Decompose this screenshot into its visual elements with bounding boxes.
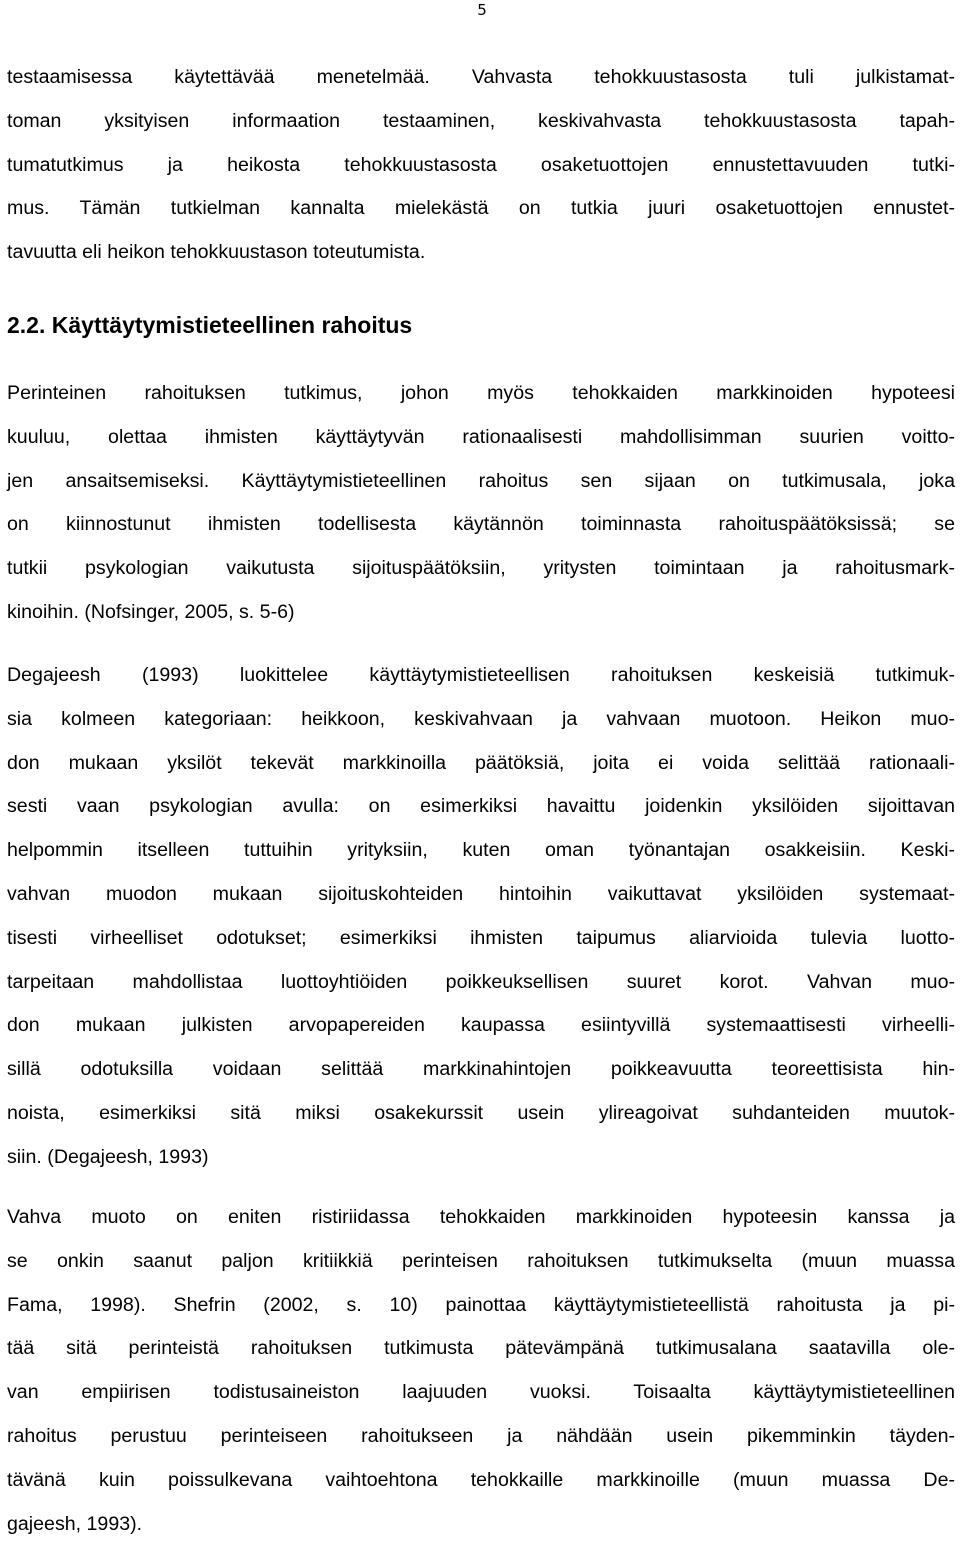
- paragraph-line: testaamisessa käytettävää menetelmää. Vahvasta tehokkuustasosta tuli julkistamat-: [7, 66, 955, 88]
- paragraph-line: siin. (Degajeesh, 1993): [7, 1145, 209, 1168]
- paragraph-line: tavuutta eli heikon tehokkuustason toteutumista.: [7, 241, 426, 264]
- paragraph-line: tarpeitaan mahdollistaa luottoyhtiöiden poikkeuksellisen suuret korot. Vahvan muo-: [7, 970, 955, 993]
- paragraph-line: se onkin saanut paljon kritiikkiä perinteisen rahoituksen tutkimukselta (muun muassa: [7, 1249, 955, 1272]
- paragraph-line: Perinteinen rahoituksen tutkimus, johon myös tehokkaiden markkinoiden hypoteesi: [7, 382, 955, 404]
- paragraph-line: mus. Tämän tutkielman kannalta mielekästä on tutkia juuri osaketuottojen ennustet-: [7, 197, 955, 220]
- section-title: Käyttäytymistieteellinen rahoitus: [51, 312, 413, 338]
- paragraph-line: kuuluu, olettaa ihmisten käyttäytyvän rationaalisesti mahdollisimman suurien voitto-: [7, 425, 955, 448]
- paragraph-line: don mukaan yksilöt tekevät markkinoilla päätöksiä, joita ei voida selittää rationaali-: [7, 751, 955, 774]
- paragraph-1: [7, 56, 955, 275]
- paragraph-line: don mukaan julkisten arvopapereiden kaupassa esiintyvillä systemaattisesti virheelli-: [7, 1014, 955, 1037]
- paragraph-line: sesti vaan psykologian avulla: on esimerkiksi havaittu joidenkin yksilöiden sijoittavan: [7, 795, 955, 818]
- paragraph-line: sillä odotuksilla voidaan selittää markkinahintojen poikkeavuutta teoreettisista hin-: [7, 1058, 955, 1081]
- paragraph-3: [7, 654, 955, 1180]
- paragraph-line: van empiirisen todistusaineiston laajuuden vuoksi. Toisaalta käyttäytymistieteellinen: [7, 1381, 955, 1404]
- paragraph-line: tävänä kuin poissulkevana vaihtoehtona tehokkaille markkinoille (muun muassa De-: [7, 1468, 955, 1491]
- paragraph-line: tisesti virheelliset odotukset; esimerkiksi ihmisten taipumus aliarvioida tulevia luotto-: [7, 926, 955, 949]
- paragraph-line: sia kolmeen kategoriaan: heikkoon, keskivahvaan ja vahvaan muotoon. Heikon muo-: [7, 707, 955, 730]
- paragraph-line: Degajeesh (1993) luokittelee käyttäytymistieteellisen rahoituksen keskeisiä tutkimuk-: [7, 664, 955, 686]
- paragraph-4: [7, 1196, 955, 1546]
- paragraph-line: Vahva muoto on eniten ristiriidassa tehokkaiden markkinoiden hypoteesin kanssa ja: [7, 1206, 955, 1228]
- paragraph-line: on kiinnostunut ihmisten todellisesta käytännön toiminnasta rahoituspäätöksissä; se: [7, 513, 955, 536]
- paragraph-line: jen ansaitsemiseksi. Käyttäytymistieteellinen rahoitus sen sijaan on tutkimusala, joka: [7, 469, 955, 492]
- paragraph-line: kinoihin. (Nofsinger, 2005, s. 5-6): [7, 600, 295, 623]
- paragraph-line: tumatutkimus ja heikosta tehokkuustasosta osaketuottojen ennustettavuuden tutki-: [7, 153, 955, 176]
- paragraph-line: gajeesh, 1993).: [7, 1512, 143, 1535]
- paragraph-line: vahvan muodon mukaan sijoituskohteiden hintoihin vaikuttavat yksilöiden systemaat-: [7, 882, 955, 905]
- paragraph-line: tutkii psykologian vaikutusta sijoituspäätöksiin, yritysten toimintaan ja rahoitusmark-: [7, 557, 955, 580]
- section-heading: [7, 303, 412, 347]
- paragraph-2: [7, 372, 955, 635]
- paragraph-line: Fama, 1998). Shefrin (2002, s. 10) painottaa käyttäytymistieteellistä rahoitusta ja pi-: [7, 1293, 955, 1316]
- paragraph-line: rahoitus perustuu perinteiseen rahoitukseen ja nähdään usein pikemminkin täyden-: [7, 1424, 955, 1447]
- page-number: 5: [477, 1, 487, 19]
- section-number: 2.2.: [7, 312, 46, 338]
- paragraph-line: noista, esimerkiksi sitä miksi osakekurssit usein ylireagoivat suhdanteiden muutok-: [7, 1101, 955, 1124]
- paragraph-line: helpommin itselleen tuttuihin yrityksiin, kuten oman työnantajan osakkeisiin. Keski-: [7, 839, 955, 862]
- paragraph-line: tää sitä perinteistä rahoituksen tutkimusta pätevämpänä tutkimusalana saatavilla ole-: [7, 1337, 955, 1360]
- paragraph-line: toman yksityisen informaation testaaminen, keskivahvasta tehokkuustasosta tapah-: [7, 109, 955, 132]
